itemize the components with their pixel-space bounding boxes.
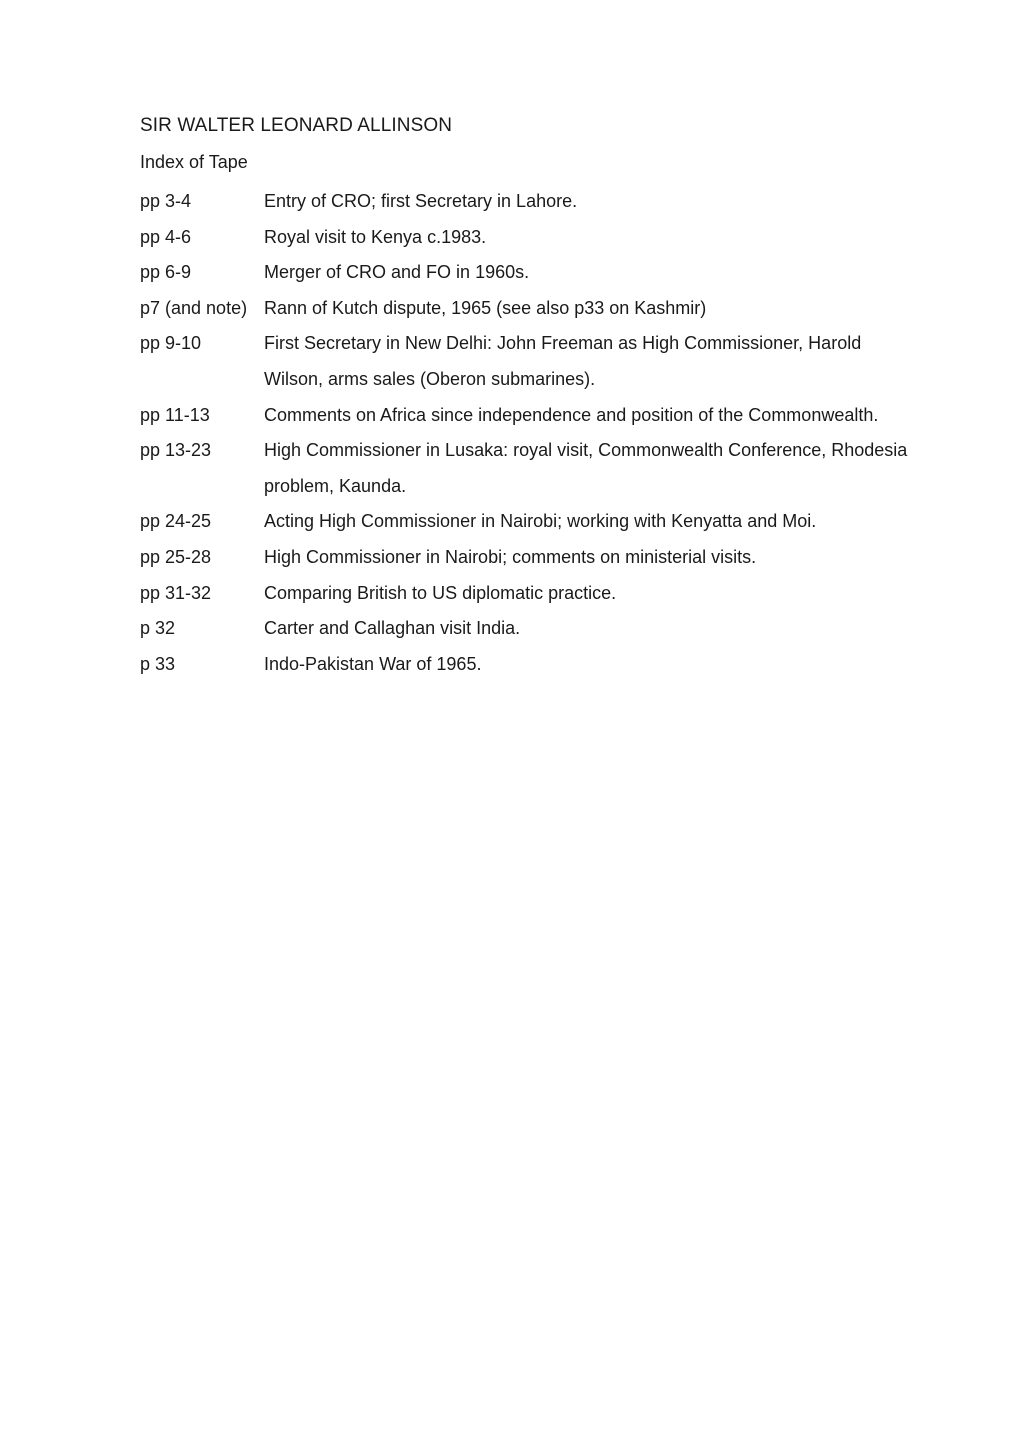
index-row: [140, 576, 920, 612]
index-row: [140, 504, 920, 540]
page-reference: p 33: [140, 653, 176, 674]
index-row: [140, 255, 920, 291]
entry-description: Merger of CRO and FO in 1960s.: [264, 262, 530, 283]
document-title: SIR WALTER LEONARD ALLINSON: [140, 115, 453, 136]
index-list: [140, 184, 920, 682]
index-row: [140, 184, 920, 220]
entry-description: First Secretary in New Delhi: John Freeman as High Commissioner, Harold Wilson, arms sales (Oberon submarines).: [264, 333, 862, 389]
page-reference: pp 31-32: [140, 582, 212, 603]
entry-description: Acting High Commissioner in Nairobi; working with Kenyatta and Moi.: [264, 511, 817, 532]
page-reference: pp 24-25: [140, 511, 212, 532]
page-reference: pp 25-28: [140, 546, 212, 567]
index-row: [140, 433, 920, 504]
index-row: [140, 611, 920, 647]
index-row: [140, 398, 920, 434]
page-reference: p 32: [140, 618, 176, 639]
entry-description: Rann of Kutch dispute, 1965 (see also p33 on Kashmir): [264, 297, 707, 318]
entry-description: Entry of CRO; first Secretary in Lahore.: [264, 191, 578, 211]
page-reference: pp 13-23: [140, 440, 212, 461]
page-reference: pp 9-10: [140, 333, 202, 354]
document-page: [140, 112, 920, 682]
page-reference: pp 4-6: [140, 226, 192, 247]
entry-description: High Commissioner in Lusaka: royal visit, Commonwealth Conference, Rhodesia problem, Kaunda.: [264, 440, 908, 496]
entry-description: Comparing British to US diplomatic practice.: [264, 582, 617, 603]
page-reference: pp 11-13: [140, 404, 210, 425]
index-row: [140, 540, 920, 576]
entry-description: Indo-Pakistan War of 1965.: [264, 653, 482, 674]
page-reference: pp 6-9: [140, 262, 192, 283]
index-row: [140, 220, 920, 256]
entry-description: Carter and Callaghan visit India.: [264, 618, 521, 639]
entry-description: Comments on Africa since independence and position of the Commonwealth.: [264, 404, 879, 425]
page-reference: pp 3-4: [140, 191, 192, 211]
entry-description: Royal visit to Kenya c.1983.: [264, 226, 487, 247]
index-row: [140, 647, 920, 683]
document-subtitle: Index of Tape: [140, 152, 248, 172]
entry-description: High Commissioner in Nairobi; comments on ministerial visits.: [264, 546, 757, 567]
page-reference: p7 (and note): [140, 297, 248, 318]
index-row: [140, 291, 920, 327]
index-row: [140, 326, 920, 397]
